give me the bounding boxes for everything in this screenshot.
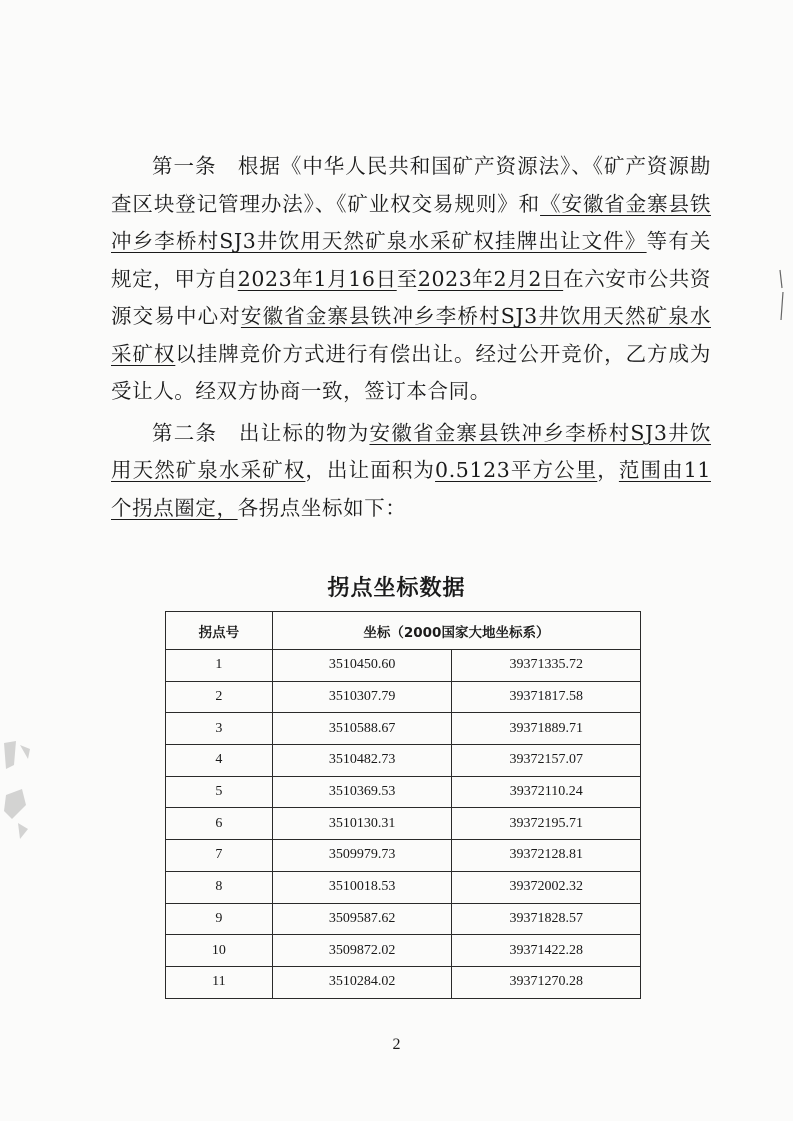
- x-coordinate-cell: 3510130.31: [272, 808, 452, 840]
- x-coordinate-cell: 3509587.62: [272, 903, 452, 935]
- article-1-doc-title: 《安徽省金寨县铁冲乡李桥村SJ3井饮用天然矿泉水采矿权挂牌出让文件》: [111, 191, 711, 253]
- header-coordinates: 坐标（2000国家大地坐标系）: [272, 612, 640, 650]
- stamp-edge-mark: [0, 735, 38, 845]
- point-number-cell: 2: [166, 681, 273, 713]
- article-1-text-5: 以挂牌竞价方式进行有偿出让。经过公开竞价，乙方成为受让人。经双方协商一致，签订本合同。: [111, 341, 711, 403]
- article-1-text-3: 至: [396, 266, 418, 291]
- x-coordinate-cell: 3510284.02: [272, 966, 452, 998]
- point-number-cell: 9: [166, 903, 273, 935]
- table-row: [166, 776, 641, 808]
- y-coordinate-cell: 39372002.32: [452, 871, 641, 903]
- x-coordinate-cell: 3510369.53: [272, 776, 452, 808]
- table-row: [166, 903, 641, 935]
- table-row: [166, 681, 641, 713]
- article-2-area: 0.5123平方公里: [435, 458, 598, 482]
- article-1: [111, 148, 711, 411]
- point-number-cell: 4: [166, 745, 273, 777]
- article-2-text-1: ，出让面积为: [305, 458, 436, 482]
- y-coordinate-cell: 39371889.71: [452, 713, 641, 745]
- x-coordinate-cell: 3510588.67: [272, 713, 452, 745]
- y-coordinate-cell: 39371335.72: [452, 650, 641, 682]
- scan-edge-mark: [778, 268, 788, 323]
- y-coordinate-cell: 39372128.81: [452, 840, 641, 872]
- y-coordinate-cell: 39371817.58: [452, 681, 641, 713]
- point-number-cell: 8: [166, 871, 273, 903]
- y-coordinate-cell: 39371422.28: [452, 935, 641, 967]
- table-header-row: [166, 612, 641, 650]
- header-point-number: 拐点号: [166, 612, 273, 650]
- table-row: [166, 935, 641, 967]
- x-coordinate-cell: 3509979.73: [272, 840, 452, 872]
- y-coordinate-cell: 39372157.07: [452, 745, 641, 777]
- coordinates-table: [165, 611, 641, 999]
- article-2: [111, 415, 711, 528]
- article-1-text-4: 在六安市公共资源交易中心对: [111, 266, 711, 328]
- article-1-text-1: 《中华人民共和国矿产资源法》、《矿产资源勘查区块登记管理办法》、《矿业权交易规则》和: [111, 154, 711, 216]
- table-body: [166, 650, 641, 999]
- article-2-subject: 安徽省金寨县铁冲乡李桥村SJ3井饮用天然矿泉水采矿权: [111, 420, 711, 482]
- table-row: [166, 840, 641, 872]
- x-coordinate-cell: 3510018.53: [272, 871, 452, 903]
- table-row: [166, 713, 641, 745]
- x-coordinate-cell: 3510307.79: [272, 681, 452, 713]
- article-1-end-date: 2023年2月2日: [417, 266, 564, 291]
- table-row: [166, 966, 641, 998]
- table-row: [166, 745, 641, 777]
- article-2-text-3: 各拐点坐标如下：: [237, 495, 407, 520]
- page-number: 2: [392, 1036, 401, 1053]
- point-number-cell: 6: [166, 808, 273, 840]
- table-row: [166, 871, 641, 903]
- y-coordinate-cell: 39371828.57: [452, 903, 641, 935]
- point-number-cell: 7: [166, 840, 273, 872]
- x-coordinate-cell: 3510482.73: [272, 745, 452, 777]
- x-coordinate-cell: 3510450.60: [272, 650, 452, 682]
- article-1-text-2: 等有关规定，甲方自: [111, 229, 711, 291]
- point-number-cell: 1: [166, 650, 273, 682]
- table-row: [166, 808, 641, 840]
- x-coordinate-cell: 3509872.02: [272, 935, 452, 967]
- point-number-cell: 10: [166, 935, 273, 967]
- article-2-lead: 第二条 出让标的物为: [152, 420, 370, 445]
- y-coordinate-cell: 39371270.28: [452, 966, 641, 998]
- point-number-cell: 3: [166, 713, 273, 745]
- table-title: 拐点坐标数据: [327, 576, 466, 601]
- table-row: [166, 650, 641, 682]
- article-1-lead: 第一条 根据: [152, 154, 281, 178]
- y-coordinate-cell: 39372110.24: [452, 776, 641, 808]
- point-number-cell: 11: [166, 966, 273, 998]
- article-1-subject: 安徽省金寨县铁冲乡李桥村SJ3井饮用天然矿泉水采矿权: [111, 304, 711, 366]
- article-1-start-date: 2023年1月16日: [237, 266, 397, 291]
- contract-body: [111, 148, 711, 527]
- article-2-text-2: ，: [597, 458, 619, 482]
- article-2-range: 范围由11个拐点圈定，: [111, 458, 711, 520]
- y-coordinate-cell: 39372195.71: [452, 808, 641, 840]
- point-number-cell: 5: [166, 776, 273, 808]
